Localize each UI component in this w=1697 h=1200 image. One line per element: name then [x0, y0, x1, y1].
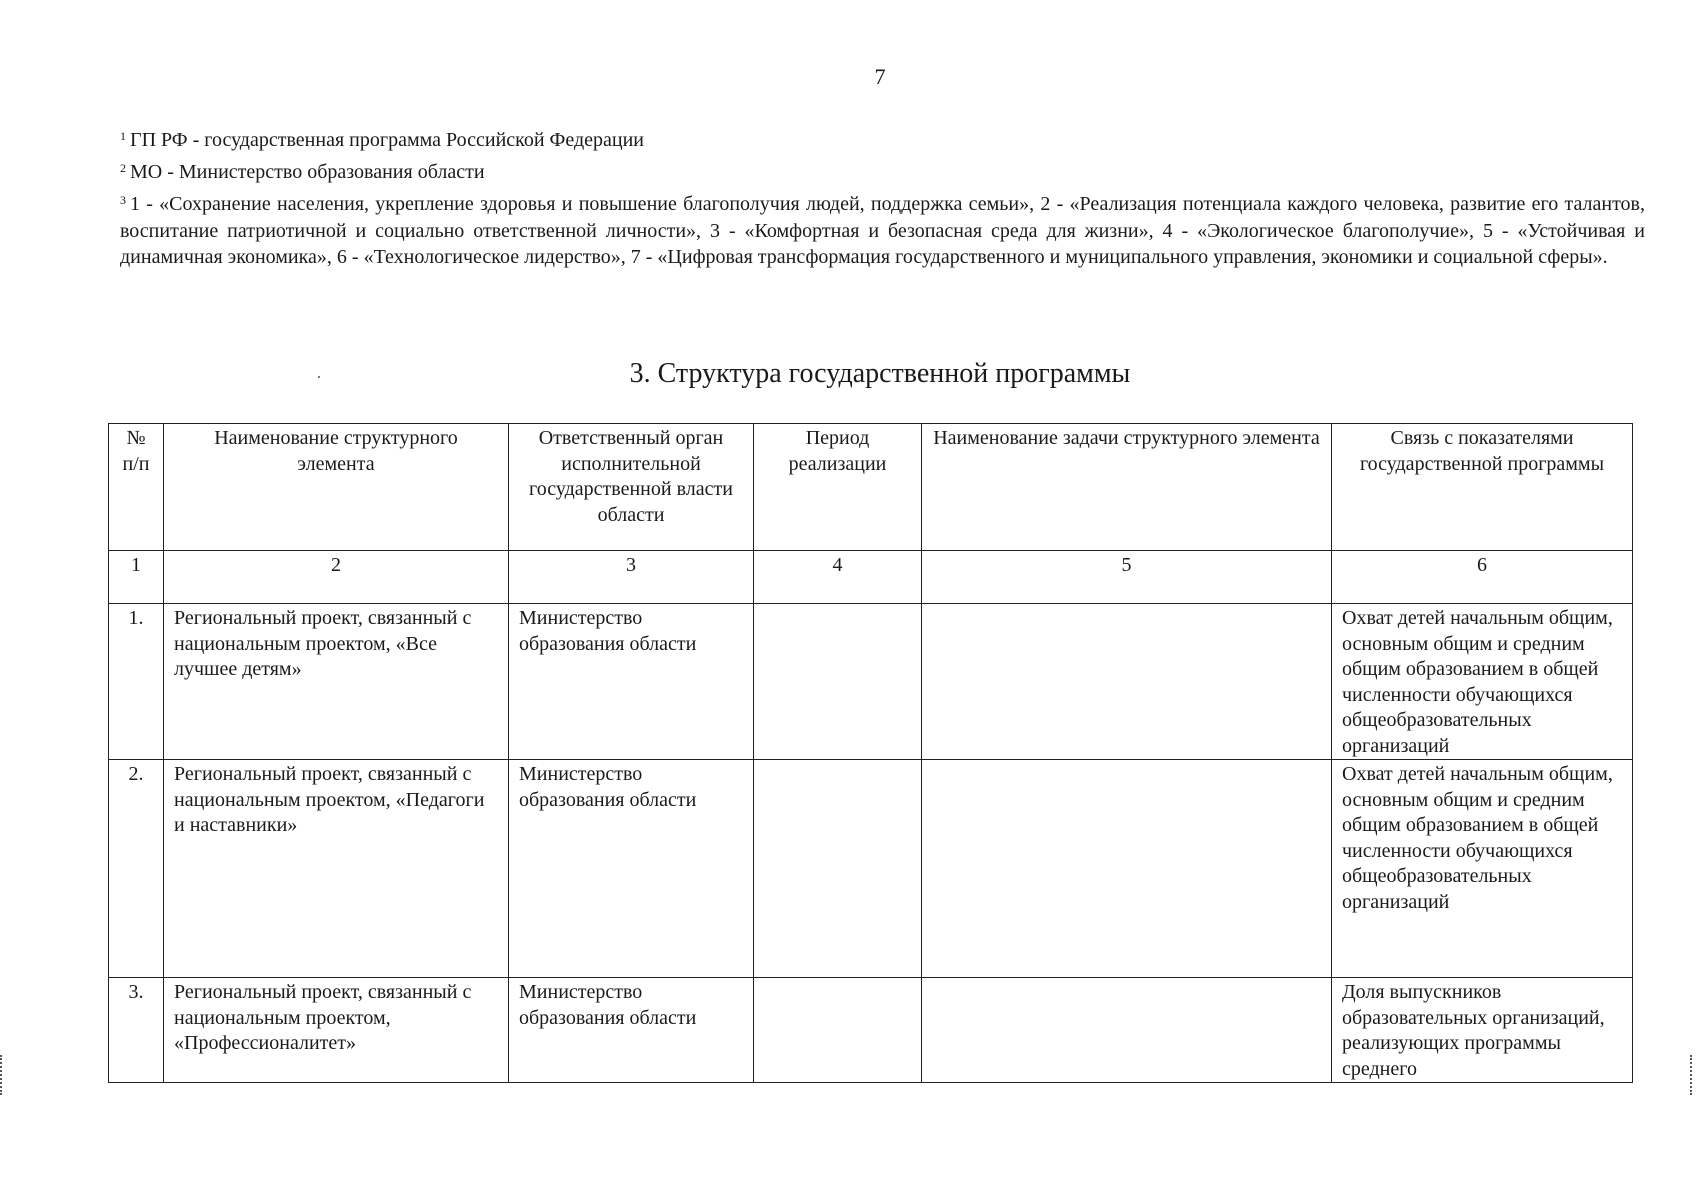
- footnote-mark: 3: [120, 193, 126, 207]
- task: [922, 760, 1332, 978]
- scan-edge-mark: [1690, 1055, 1695, 1095]
- indicator-link: Доля выпускников образовательных организаций, реализующих программы среднего: [1332, 978, 1633, 1083]
- footnote-text: ГП РФ - государственная программа Российской Федерации: [130, 129, 645, 151]
- scan-edge-mark: [0, 1055, 5, 1095]
- header-organ: Ответственный орган исполнительной государственной власти области: [509, 424, 754, 551]
- row-number: 2.: [109, 760, 164, 978]
- footnote-3: [120, 191, 1645, 271]
- header-element: Наименование структурного элемента: [164, 424, 509, 551]
- header-period: Период реализации: [754, 424, 922, 551]
- column-number: 1: [109, 551, 164, 604]
- header-row: [109, 424, 1633, 551]
- indicator-link: Охват детей начальным общим, основным общим и средним общим образованием в общей численности обучающихся общеобразовательных организаций: [1332, 604, 1633, 760]
- header-num: № п/п: [109, 424, 164, 551]
- footnote-1: [120, 127, 1645, 153]
- column-number: 3: [509, 551, 754, 604]
- period: [754, 978, 922, 1083]
- page-number: 7: [874, 64, 886, 89]
- column-number: 5: [922, 551, 1332, 604]
- footnote-2: [120, 159, 1645, 185]
- footnote-mark: 2: [120, 161, 126, 175]
- responsible-organ: Министерство образования области: [509, 978, 754, 1083]
- task: [922, 604, 1332, 760]
- header-indicator: Связь с показателями государственной программы: [1332, 424, 1633, 551]
- footnotes: [120, 127, 1645, 277]
- table-row: [109, 604, 1633, 760]
- task: [922, 978, 1332, 1083]
- section-title: 3. Структура государственной программы: [629, 358, 1131, 389]
- element-name: Региональный проект, связанный с национальным проектом, «Все лучшее детям»: [164, 604, 509, 760]
- footnote-text: МО - Министерство образования области: [130, 161, 485, 183]
- row-number: 3.: [109, 978, 164, 1083]
- column-number: 6: [1332, 551, 1633, 604]
- footnote-text: 1 - «Сохранение населения, укрепление здоровья и повышение благополучия людей, поддержка семьи», 2 - «Реализация потенциала каждого человека, развитие его талантов, воспитание патриотичной и социально ответственной личности», 3 - «Комфортная и безопасная среда для жизни», 4 - «Экологическое благополучие», 5 - «Устойчивая и динамичная экономика», 6 - «Технологическое лидерство», 7 - «Цифровая трансформация государственного и муниципального управления, экономики и социальной сферы».: [120, 193, 1645, 268]
- element-name: Региональный проект, связанный с национальным проектом, «Профессионалитет»: [164, 978, 509, 1083]
- table-row: [109, 760, 1633, 978]
- structure-table: [108, 423, 1633, 1083]
- header-task: Наименование задачи структурного элемента: [922, 424, 1332, 551]
- period: [754, 604, 922, 760]
- table-row: [109, 978, 1633, 1083]
- scan-speck: [318, 376, 320, 378]
- element-name: Региональный проект, связанный с национальным проектом, «Педагоги и наставники»: [164, 760, 509, 978]
- column-number-row: [109, 551, 1633, 604]
- column-number: 2: [164, 551, 509, 604]
- footnote-mark: 1: [120, 129, 126, 143]
- period: [754, 760, 922, 978]
- row-number: 1.: [109, 604, 164, 760]
- responsible-organ: Министерство образования области: [509, 760, 754, 978]
- column-number: 4: [754, 551, 922, 604]
- indicator-link: Охват детей начальным общим, основным общим и средним общим образованием в общей численности обучающихся общеобразовательных организаций: [1332, 760, 1633, 978]
- responsible-organ: Министерство образования области: [509, 604, 754, 760]
